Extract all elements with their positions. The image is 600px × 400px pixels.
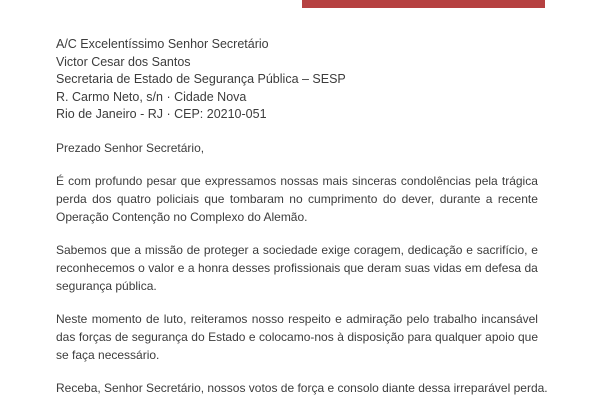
- recipient-address-block: [56, 36, 538, 124]
- paragraph-line: Receba, Senhor Secretário, nossos votos de força e consolo diante dessa irreparável perda.: [56, 380, 548, 395]
- recipient-line: A/C Excelentíssimo Senhor Secretário: [56, 37, 269, 51]
- body-paragraph: [56, 379, 548, 397]
- paragraph-line: se faça necessário.: [56, 347, 160, 362]
- body-paragraph: [56, 172, 538, 226]
- recipient-line: R. Carmo Neto, s/n · Cidade Nova: [56, 89, 247, 104]
- paragraph-line: Sabemos que a missão de proteger a sociedade exige coragem, dedicação e sacrifício, e: [56, 242, 538, 257]
- paragraph-line: Neste momento de luto, reiteramos nosso respeito e admiração pelo trabalho incansável: [56, 311, 538, 326]
- recipient-line: Victor Cesar dos Santos: [56, 54, 191, 69]
- redacted-letterhead-bar: [302, 0, 545, 8]
- letter-paragraphs: [56, 172, 548, 397]
- paragraph-line: perda dos quatro policiais que tombaram no cumprimento do dever, durante a recente: [56, 191, 538, 206]
- recipient-line: Secretaria de Estado de Segurança Pública – SESP: [56, 72, 346, 86]
- letter-body: [56, 36, 548, 397]
- salutation: Prezado Senhor Secretário,: [56, 140, 205, 155]
- paragraph-line: Operação Contenção no Complexo do Alemão.: [56, 209, 308, 224]
- recipient-line: Rio de Janeiro - RJ · CEP: 20210-051: [56, 107, 267, 121]
- body-paragraph: [56, 310, 538, 364]
- paragraph-line: É com profundo pesar que expressamos nossas mais sinceras condolências pela trágica: [56, 173, 538, 188]
- paragraph-line: segurança pública.: [56, 278, 157, 293]
- paragraph-line: reconhecemos o valor e a honra desses profissionais que deram suas vidas em defesa da: [56, 260, 538, 275]
- body-paragraph: [56, 241, 538, 295]
- paragraph-line: das forças de segurança do Estado e colocamo-nos à disposição para qualquer apoio que: [56, 329, 538, 344]
